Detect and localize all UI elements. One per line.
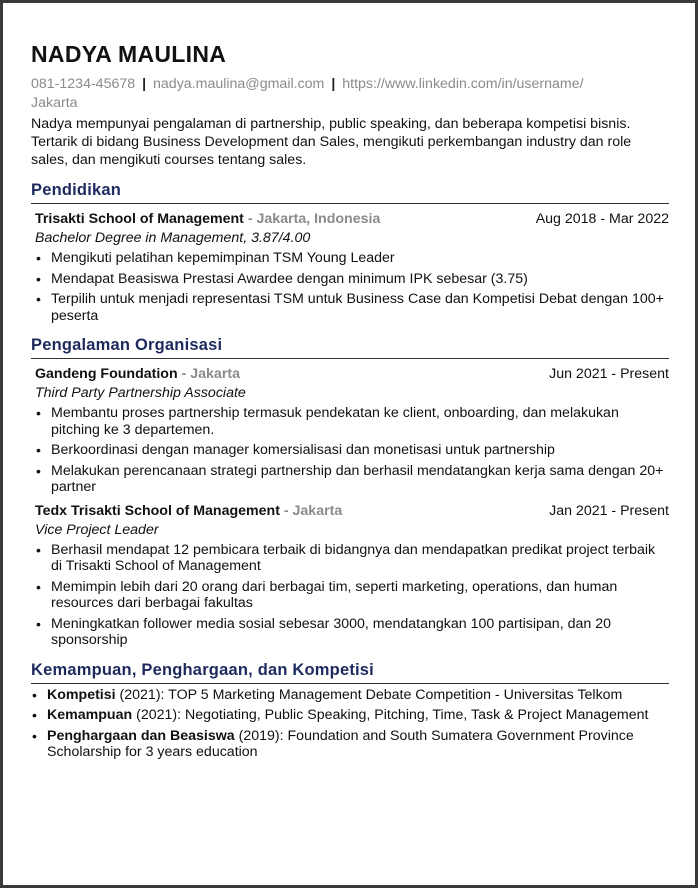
phone-number: 081-1234-45678 (31, 76, 136, 92)
education-entry (31, 210, 669, 324)
email-address[interactable]: nadya.maulina@gmail.com (153, 76, 325, 92)
bullet-item: • Memimpin lebih dari 20 orang dari berbagai tim, seperti marketing, operations, dan human resources dari berbagai fakultas (35, 579, 669, 612)
skill-key: Kemampuan (47, 707, 133, 723)
section-title-education: Pendidikan (31, 181, 669, 204)
resume-page (3, 3, 695, 885)
linkedin-link[interactable]: https://www.linkedin.com/in/username/ (342, 76, 584, 92)
contact-separator: | (142, 76, 147, 92)
entry-role: Bachelor Degree in Management, 3.87/4.00 (35, 230, 311, 246)
bullet-item: • Berkoordinasi dengan manager komersialisasi dan monetisasi untuk partnership (35, 442, 669, 459)
entry-dates: Aug 2018 - Mar 2022 (535, 211, 669, 227)
organization-entry (31, 365, 669, 496)
skill-detail: (2021): TOP 5 Marketing Management Debate Competition - Universitas Telkom (115, 686, 623, 703)
skill-key: Penghargaan dan Beasiswa (47, 727, 235, 744)
entry-org-line (35, 502, 342, 521)
skill-key: Kompetisi (47, 686, 116, 703)
bullet-item: • Mendapat Beasiswa Prestasi Awardee dengan minimum IPK sebesar (3.75) (35, 271, 669, 288)
skill-item (31, 728, 669, 761)
entry-location: - Jakarta, Indonesia (243, 211, 381, 227)
city: Jakarta (31, 95, 78, 111)
entry-org: Tedx Trisakti School of Management (35, 502, 280, 519)
entry-org-line (35, 210, 380, 229)
bullet-item: • Mengikuti pelatihan kepemimpinan TSM Young Leader (35, 250, 669, 267)
entry-role: Third Party Partnership Associate (35, 385, 246, 401)
entry-header (35, 502, 669, 521)
entry-location: - Jakarta (279, 502, 343, 519)
contact-separator: | (331, 76, 336, 92)
bullet-item: • Berhasil mendapat 12 pembicara terbaik di bidangnya dan mendapatkan predikat project terbaik di Trisakti School of Management (35, 542, 669, 575)
entry-location: - Jakarta (177, 366, 240, 382)
entry-header (35, 210, 669, 229)
organization-entry (31, 502, 669, 649)
entry-bullets (35, 405, 669, 496)
contact-line (31, 75, 669, 94)
skill-item (31, 687, 669, 704)
entry-bullets (35, 250, 669, 324)
skill-detail: (2019): Foundation and South Sumatera Government Province Scholarship for 3 years education (47, 727, 634, 760)
skills-list (31, 687, 669, 761)
section-title-organization: Pengalaman Organisasi (31, 336, 669, 359)
skill-detail: (2021): Negotiating, Public Speaking, Pitching, Time, Task & Project Management (132, 707, 649, 723)
bullet-item: • Meningkatkan follower media sosial sebesar 3000, mendatangkan 100 partisipan, dan 20 sponsorship (35, 616, 669, 649)
entry-bullets (35, 542, 669, 649)
entry-org: Trisakti School of Management (35, 211, 244, 227)
candidate-name: NADYA MAULINA (31, 41, 227, 67)
bullet-item: • Membantu proses partnership termasuk pendekatan ke client, onboarding, dan melakukan pitching ke 3 departemen. (35, 405, 669, 438)
entry-dates: Jan 2021 - Present (549, 502, 669, 519)
profile-summary: Nadya mempunyai pengalaman di partnership, public speaking, dan beberapa kompetisi bisnis. Tertarik di bidang Business Development dan Sales, mengikuti perkembangan industry dan role sales, dan mengikuti courses tentang sales. (31, 116, 632, 168)
skill-item (31, 707, 669, 724)
bullet-item: • Melakukan perencanaan strategi partnership dan berhasil mendatangkan kerja sama dengan 20+ partner (35, 463, 669, 496)
section-title-skills: Kemampuan, Penghargaan, dan Kompetisi (31, 661, 669, 684)
entry-org: Gandeng Foundation (35, 366, 178, 382)
entry-org-line (35, 365, 240, 384)
entry-header (35, 365, 669, 384)
entry-dates: Jun 2021 - Present (549, 366, 669, 382)
bullet-item: • Terpilih untuk menjadi representasi TSM untuk Business Case dan Kompetisi Debat dengan 100+ peserta (35, 291, 669, 324)
entry-role: Vice Project Leader (35, 521, 159, 538)
